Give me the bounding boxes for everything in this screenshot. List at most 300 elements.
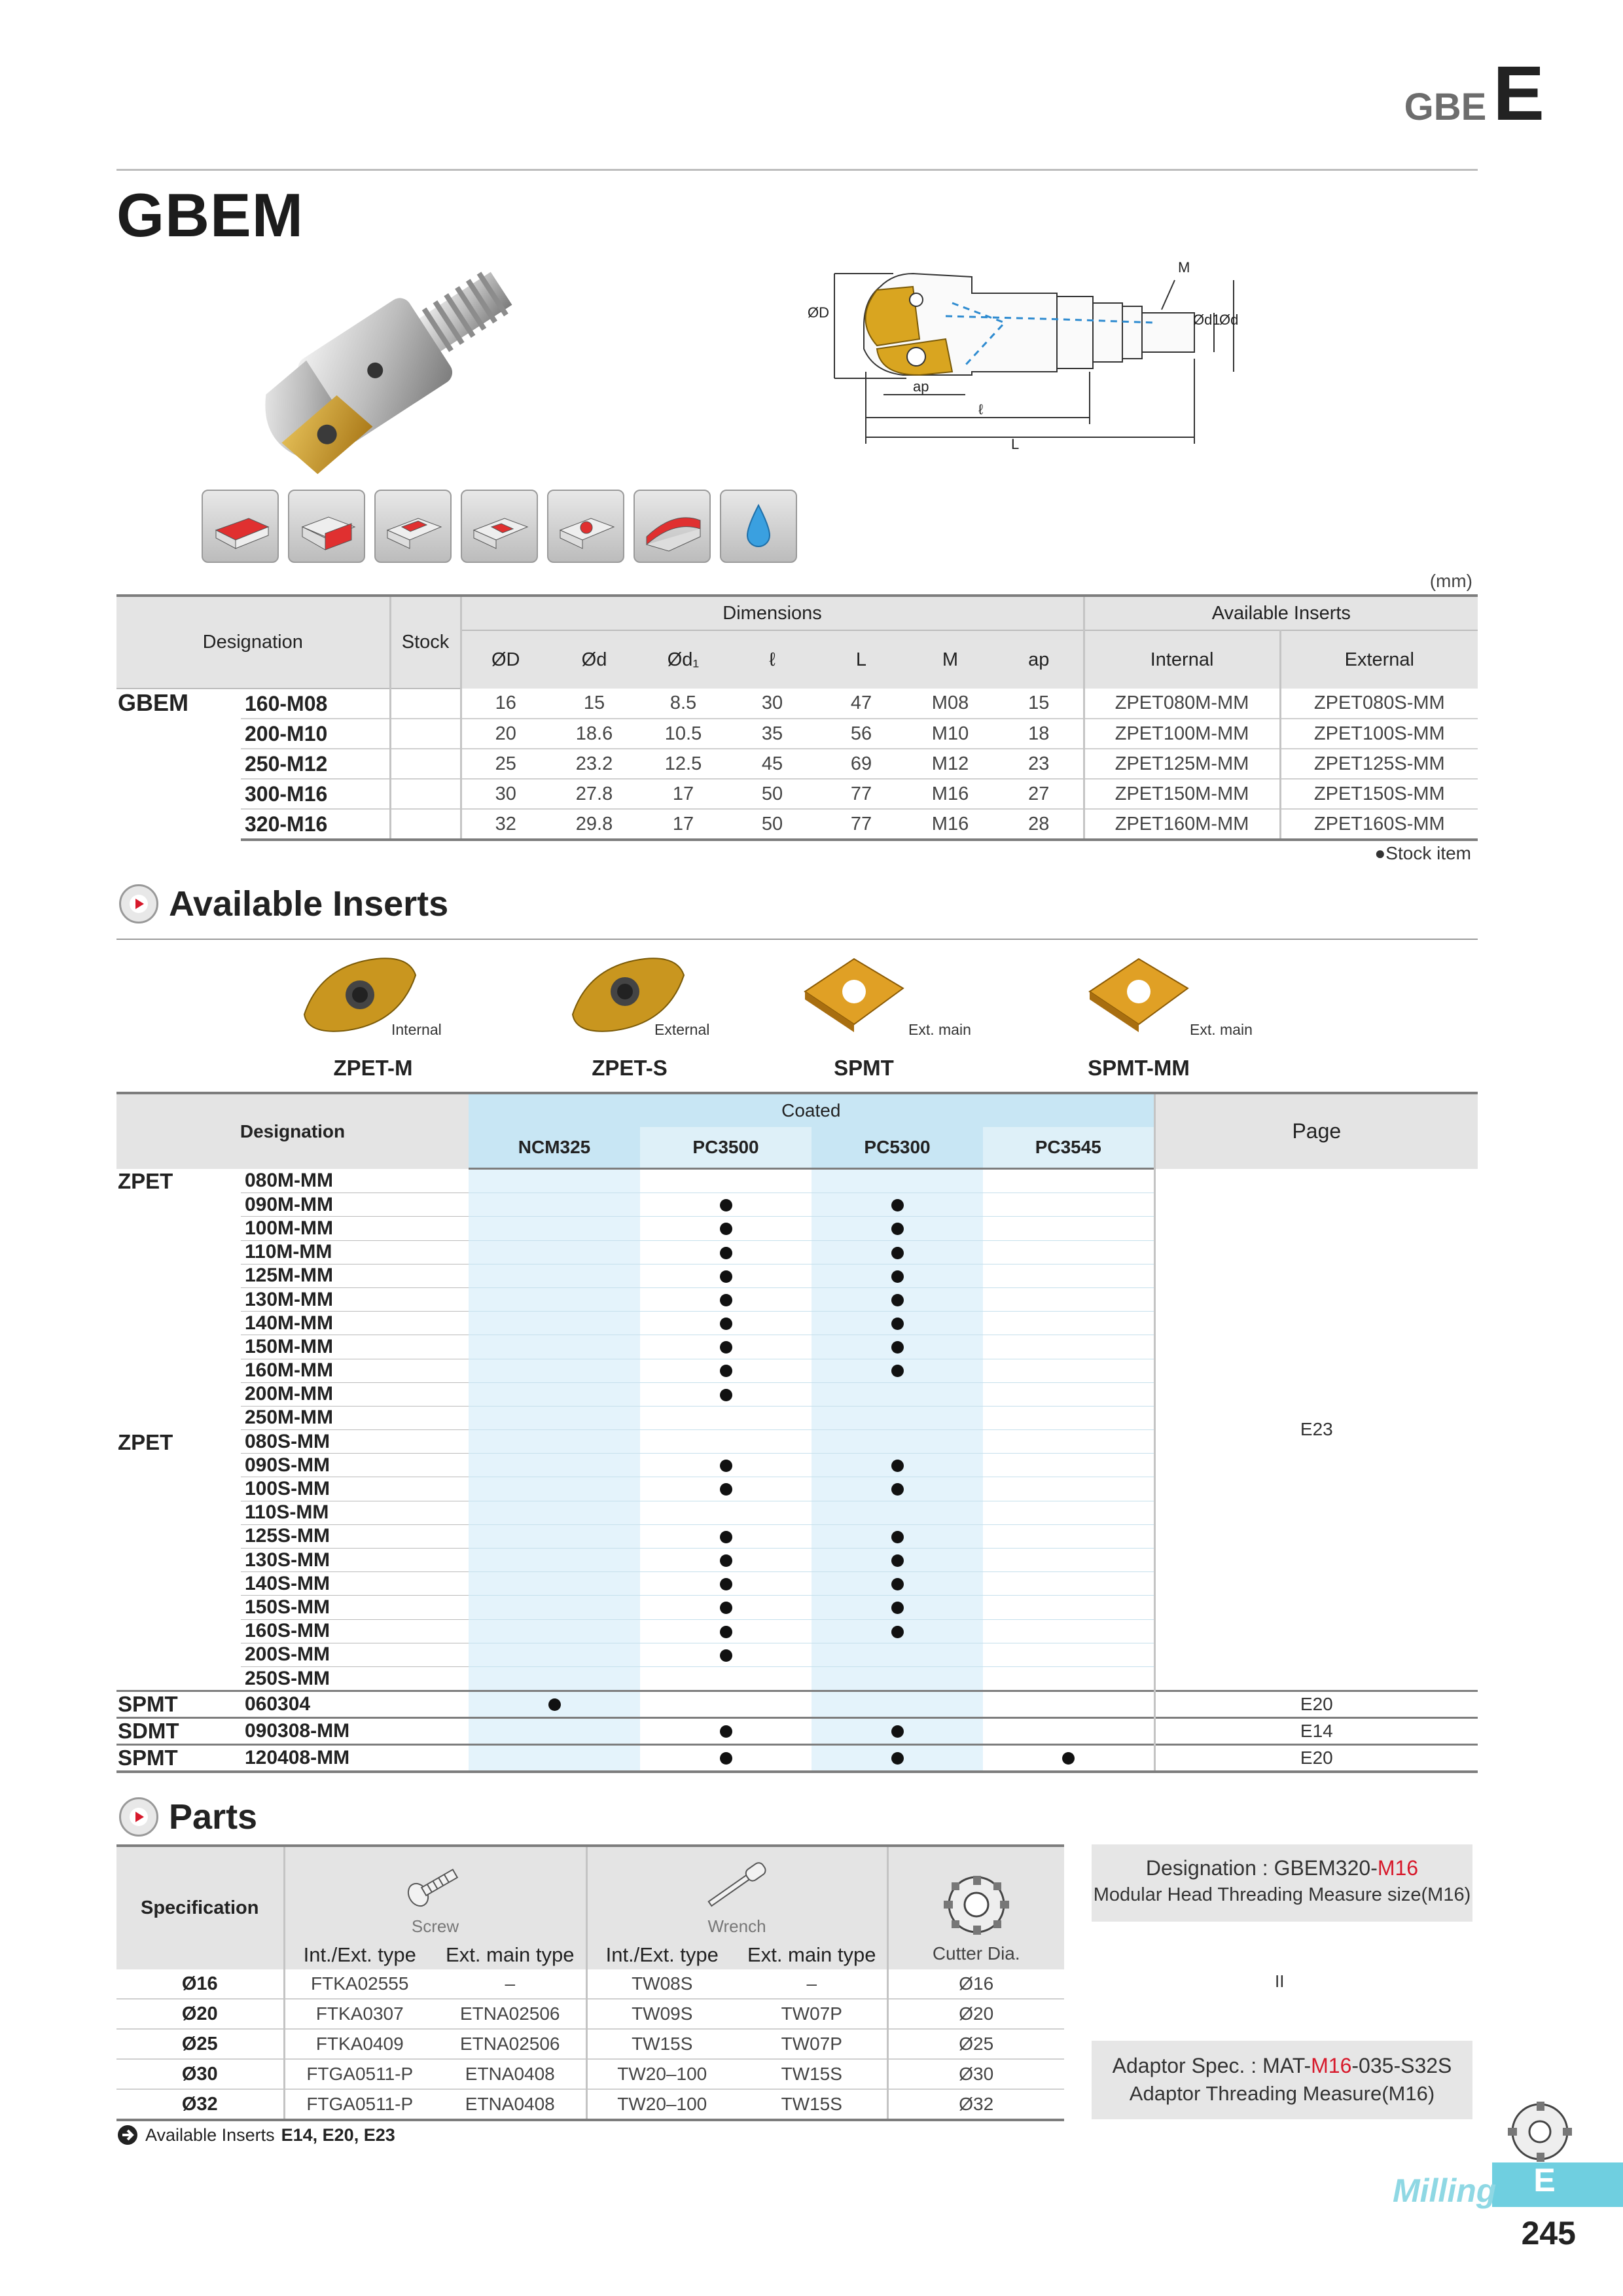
cutter-dia-header: [887, 1846, 1064, 1969]
cell-external: ZPET160S-MM: [1280, 809, 1478, 840]
grade-cell-1: [640, 1193, 812, 1217]
grade-cell-2: [812, 1169, 983, 1193]
coolant-icon: [720, 490, 797, 563]
cell-M: M16: [906, 779, 995, 809]
parts-spec: Ø32: [116, 2089, 284, 2120]
page-number: 245: [1521, 2215, 1576, 2251]
designation-code: 150M-MM: [241, 1335, 469, 1359]
stock-dot: [1062, 1752, 1075, 1765]
designation-code: 250S-MM: [241, 1666, 469, 1691]
designation-code: 130M-MM: [241, 1287, 469, 1311]
designation-code: 080M-MM: [241, 1169, 469, 1193]
cell-d: 29.8: [550, 809, 639, 840]
stock-dot: [891, 1554, 904, 1567]
grade-cell-0: [469, 1549, 640, 1572]
grade-cell-3: [983, 1382, 1154, 1406]
wrench-ext-main-header: Ext. main type: [737, 1941, 887, 1969]
coated-header: Coated: [469, 1093, 1154, 1127]
grade-row: [116, 1745, 1478, 1772]
dim-d1-label: Ød1: [1193, 312, 1221, 328]
cutter-icon: [937, 1873, 1016, 1939]
cell-D: 25: [461, 749, 550, 779]
stock-dot: [891, 1578, 904, 1590]
stock-dot: [720, 1725, 732, 1738]
grade-cell-0: [469, 1501, 640, 1524]
cell-d1: 17: [639, 779, 728, 809]
cell-D: 16: [461, 689, 550, 719]
grade-cell-1: [640, 1454, 812, 1477]
stock-dot: [720, 1554, 732, 1567]
grade-cell-0: [469, 1169, 640, 1193]
stock-cell: [390, 749, 461, 779]
grade-cell-2: [812, 1619, 983, 1643]
dimension-row: [116, 719, 1478, 749]
adaptor-highlight: M16: [1311, 2054, 1352, 2077]
designation-box: [1092, 1844, 1472, 1922]
stock-dot: [720, 1531, 732, 1543]
cell-ap: 23: [995, 749, 1084, 779]
grade-cell-1: [640, 1359, 812, 1382]
designation-code: 200M-MM: [241, 1382, 469, 1406]
grade-cell-0: [469, 1406, 640, 1429]
cell-ap: 15: [995, 689, 1084, 719]
family-label: SPMT: [116, 1691, 241, 1718]
designation-header: Designation: [116, 1093, 469, 1169]
grade-cell-1: [640, 1524, 812, 1548]
parts-screw_int: FTKA0307: [284, 1999, 435, 2029]
cell-d: 23.2: [550, 749, 639, 779]
parts-dia: Ø16: [887, 1969, 1064, 1999]
insert-label: Internal: [391, 1021, 442, 1038]
grade-cell-3: [983, 1217, 1154, 1240]
grade-cell-0: [469, 1619, 640, 1643]
unit-note: (mm): [1429, 571, 1472, 591]
grade-cell-1: [640, 1666, 812, 1691]
designation-code: 300-M16: [241, 779, 390, 809]
stock-note: ●Stock item: [1374, 843, 1471, 863]
parts-dia: Ø20: [887, 1999, 1064, 2029]
designation-highlight: M16: [1377, 1856, 1419, 1880]
cell-M: M08: [906, 689, 995, 719]
grade-cell-3: [983, 1430, 1154, 1454]
cell-d1: 10.5: [639, 719, 728, 749]
grade-cell-0: [469, 1287, 640, 1311]
parts-screw_int: FTGA0511-P: [284, 2089, 435, 2120]
designation-code: 200S-MM: [241, 1643, 469, 1666]
grade-cell-1: [640, 1596, 812, 1619]
dimensions-header: Dimensions: [461, 596, 1084, 630]
parts-wrench_int: TW15S: [586, 2029, 737, 2059]
ramping-icon: [547, 490, 624, 563]
grade-cell-0: [469, 1217, 640, 1240]
parts-wrench_ext: TW07P: [737, 2029, 887, 2059]
grade-cell-0: [469, 1572, 640, 1596]
dimension-row: [116, 689, 1478, 719]
grade-cell-2: [812, 1549, 983, 1572]
stock-dot: [891, 1483, 904, 1496]
parts-spec: Ø25: [116, 2029, 284, 2059]
page-ref: E20: [1154, 1691, 1478, 1718]
stock-dot: [720, 1460, 732, 1472]
cell-internal: ZPET160M-MM: [1084, 809, 1280, 840]
technical-drawing: [808, 241, 1260, 470]
stock-cell: [390, 689, 461, 719]
col-l: ℓ: [728, 630, 817, 689]
grade-cell-1: [640, 1718, 812, 1745]
stock-cell: [390, 809, 461, 840]
family-label: SPMT: [116, 1745, 241, 1772]
designation-code: 110M-MM: [241, 1240, 469, 1264]
header-rule: [116, 169, 1478, 171]
grade-cell-0: [469, 1359, 640, 1382]
parts-row: [116, 2029, 1064, 2059]
cell-internal: ZPET100M-MM: [1084, 719, 1280, 749]
grade-cell-3: [983, 1169, 1154, 1193]
parts-screw_ext: ETNA02506: [435, 2029, 586, 2059]
grade-cell-3: [983, 1359, 1154, 1382]
grade-cell-1: [640, 1406, 812, 1429]
grade-cell-1: [640, 1477, 812, 1501]
cell-L: 56: [817, 719, 906, 749]
grade-cell-2: [812, 1430, 983, 1454]
insert-spmt-mm-image: [1083, 952, 1194, 1037]
grade-cell-1: [640, 1264, 812, 1287]
grade-cell-3: [983, 1524, 1154, 1548]
grade-cell-1: [640, 1312, 812, 1335]
grade-cell-2: [812, 1335, 983, 1359]
grade-cell-1: [640, 1430, 812, 1454]
grade-pc5300: PC5300: [812, 1127, 983, 1169]
insert-label: Ext. main: [1190, 1021, 1253, 1038]
equals-sign: II: [1275, 1971, 1285, 1991]
designation-prefix: Designation : GBEM320-: [1145, 1856, 1378, 1880]
stock-dot: [720, 1389, 732, 1401]
insert-name: SPMT: [834, 1056, 894, 1080]
stock-dot: [720, 1223, 732, 1235]
grade-row: [116, 1691, 1478, 1718]
section-rule: [116, 939, 1478, 940]
col-M: M: [906, 630, 995, 689]
available-inserts-header: Available Inserts: [1084, 596, 1478, 630]
stock-cell: [390, 779, 461, 809]
grade-cell-0: [469, 1666, 640, 1691]
designation-code: 130S-MM: [241, 1549, 469, 1572]
cell-L: 77: [817, 779, 906, 809]
designation-code: 200-M10: [241, 719, 390, 749]
grade-cell-2: [812, 1454, 983, 1477]
pocketing-icon: [461, 490, 538, 563]
grade-cell-0: [469, 1264, 640, 1287]
parts-screw_ext: ETNA02506: [435, 1999, 586, 2029]
dim-M-label: M: [1178, 259, 1190, 276]
grade-cell-2: [812, 1691, 983, 1718]
grade-cell-2: [812, 1240, 983, 1264]
designation-code: 090S-MM: [241, 1454, 469, 1477]
stock-cell: [390, 719, 461, 749]
wrench-label: Wrench: [707, 1916, 766, 1936]
stock-dot: [720, 1341, 732, 1354]
section-label: GBE: [1404, 86, 1487, 128]
grade-cell-2: [812, 1264, 983, 1287]
grade-cell-0: [469, 1430, 640, 1454]
dim-d-label: Ød: [1219, 312, 1239, 328]
grade-cell-3: [983, 1287, 1154, 1311]
screw-header: [284, 1846, 586, 1941]
col-D: ØD: [461, 630, 550, 689]
cell-l: 50: [728, 779, 817, 809]
grade-cell-3: [983, 1406, 1154, 1429]
section-title: Parts: [169, 1797, 258, 1837]
cell-external: ZPET080S-MM: [1280, 689, 1478, 719]
grade-cell-2: [812, 1287, 983, 1311]
page-header: Page: [1154, 1093, 1478, 1169]
designation-header: Designation: [116, 596, 390, 689]
parts-row: [116, 2059, 1064, 2089]
grade-cell-3: [983, 1335, 1154, 1359]
screw-icon: [396, 1859, 474, 1911]
grade-cell-0: [469, 1382, 640, 1406]
insert-spmt-image: [798, 952, 910, 1037]
family-label: ZPET: [118, 1168, 173, 1193]
grade-cell-1: [640, 1240, 812, 1264]
designation-code: 150S-MM: [241, 1596, 469, 1619]
parts-wrench_ext: TW07P: [737, 1999, 887, 2029]
dim-L-label: L: [1011, 436, 1020, 452]
dim-D-label: ØD: [808, 304, 829, 321]
grade-cell-0: [469, 1312, 640, 1335]
stock-header: Stock: [390, 596, 461, 689]
page-title: GBEM: [116, 181, 304, 249]
stock-dot: [720, 1318, 732, 1330]
parts-table: [116, 1844, 1064, 2121]
parts-spec: Ø16: [116, 1969, 284, 1999]
insert-name: ZPET-S: [592, 1056, 668, 1080]
grade-cell-1: [640, 1745, 812, 1772]
designation-code: 250M-MM: [241, 1406, 469, 1429]
parts-footnote: [116, 2124, 395, 2146]
family-label: ZPET: [118, 1429, 173, 1454]
parts-wrench_ext: TW15S: [737, 2089, 887, 2120]
grade-cell-3: [983, 1264, 1154, 1287]
family-label: SDMT: [116, 1718, 241, 1745]
screw-ext-main-header: Ext. main type: [435, 1941, 586, 1969]
grade-cell-1: [640, 1501, 812, 1524]
dim-l-label: ℓ: [978, 401, 984, 418]
insert-label: External: [654, 1021, 710, 1038]
grade-cell-0: [469, 1477, 640, 1501]
grade-cell-3: [983, 1718, 1154, 1745]
parts-row: [116, 1999, 1064, 2029]
section-header: [1404, 49, 1544, 138]
col-internal: Internal: [1084, 630, 1280, 689]
stock-dot: [720, 1752, 732, 1765]
grade-cell-2: [812, 1477, 983, 1501]
specification-header: Specification: [116, 1846, 284, 1969]
cell-internal: ZPET125M-MM: [1084, 749, 1280, 779]
adaptor-line2: Adaptor Threading Measure(M16): [1129, 2082, 1435, 2105]
stock-dot: [891, 1341, 904, 1354]
parts-wrench_int: TW08S: [586, 1969, 737, 1999]
stock-dot: [891, 1602, 904, 1614]
section-letter: E: [1493, 50, 1544, 137]
milling-section-letter: E: [1533, 2162, 1556, 2198]
designation-code: 080S-MM: [241, 1430, 469, 1454]
cell-l: 35: [728, 719, 817, 749]
designation-code: 100M-MM: [241, 1217, 469, 1240]
col-L: L: [817, 630, 906, 689]
parts-screw_int: FTGA0511-P: [284, 2059, 435, 2089]
cell-M: M16: [906, 809, 995, 840]
stock-dot: [891, 1531, 904, 1543]
footnote-pages: E14, E20, E23: [281, 2125, 395, 2145]
parts-dia: Ø25: [887, 2029, 1064, 2059]
cell-internal: ZPET080M-MM: [1084, 689, 1280, 719]
stock-dot: [720, 1199, 732, 1211]
arrow-icon: [116, 2124, 139, 2146]
grade-cell-3: [983, 1312, 1154, 1335]
parts-screw_int: FTKA02555: [284, 1969, 435, 1999]
grade-cell-3: [983, 1666, 1154, 1691]
grade-cell-1: [640, 1643, 812, 1666]
parts-wrench_int: TW20–100: [586, 2059, 737, 2089]
designation-code: 100S-MM: [241, 1477, 469, 1501]
grade-cell-2: [812, 1718, 983, 1745]
grade-cell-2: [812, 1217, 983, 1240]
cell-ap: 18: [995, 719, 1084, 749]
wrench-int-ext-header: Int./Ext. type: [586, 1941, 737, 1969]
col-ap: ap: [995, 630, 1084, 689]
designation-code: 140S-MM: [241, 1572, 469, 1596]
cell-L: 69: [817, 749, 906, 779]
parts-wrench_ext: –: [737, 1969, 887, 1999]
stock-dot: [720, 1365, 732, 1377]
dim-ap-label: ap: [913, 378, 929, 395]
play-icon: [119, 884, 158, 924]
grade-cell-3: [983, 1745, 1154, 1772]
grade-cell-0: [469, 1193, 640, 1217]
profiling-icon: [633, 490, 711, 563]
grade-cell-3: [983, 1477, 1154, 1501]
stock-dot: [720, 1483, 732, 1496]
section-title: Available Inserts: [169, 884, 449, 924]
cell-d1: 17: [639, 809, 728, 840]
cell-D: 32: [461, 809, 550, 840]
adaptor-suffix: -035-S32S: [1351, 2054, 1452, 2077]
grade-cell-3: [983, 1643, 1154, 1666]
cell-d: 27.8: [550, 779, 639, 809]
grade-cell-1: [640, 1619, 812, 1643]
grade-cell-2: [812, 1666, 983, 1691]
designation-code: 110S-MM: [241, 1501, 469, 1524]
designation-code: 250-M12: [241, 749, 390, 779]
stock-dot: [891, 1270, 904, 1283]
grade-cell-0: [469, 1335, 640, 1359]
grade-cell-1: [640, 1169, 812, 1193]
stock-dot: [891, 1365, 904, 1377]
designation-code: 160M-MM: [241, 1359, 469, 1382]
designation-code: 090308-MM: [241, 1718, 469, 1745]
grade-cell-2: [812, 1312, 983, 1335]
grade-cell-2: [812, 1524, 983, 1548]
designation-code: 120408-MM: [241, 1745, 469, 1772]
designation-code: 320-M16: [241, 809, 390, 840]
cell-external: ZPET100S-MM: [1280, 719, 1478, 749]
cell-M: M12: [906, 749, 995, 779]
parts-screw_int: FTKA0409: [284, 2029, 435, 2059]
cell-ap: 28: [995, 809, 1084, 840]
shoulder-milling-icon: [288, 490, 365, 563]
insert-gallery: [0, 952, 1623, 1083]
col-external: External: [1280, 630, 1478, 689]
stock-dot: [720, 1294, 732, 1306]
available-inserts-heading: [119, 884, 448, 924]
application-icons: [202, 490, 797, 563]
grade-cell-1: [640, 1691, 812, 1718]
wrench-header: [586, 1846, 887, 1941]
cell-L: 47: [817, 689, 906, 719]
dimension-row: [116, 779, 1478, 809]
parts-wrench_int: TW20–100: [586, 2089, 737, 2120]
parts-spec: Ø20: [116, 1999, 284, 2029]
designation-line2: Modular Head Threading Measure size(M16): [1093, 1884, 1471, 1905]
grade-cell-3: [983, 1193, 1154, 1217]
screw-int-ext-header: Int./Ext. type: [284, 1941, 435, 1969]
cell-ap: 27: [995, 779, 1084, 809]
cell-d: 18.6: [550, 719, 639, 749]
designation-code: 090M-MM: [241, 1193, 469, 1217]
product-image: [229, 252, 543, 475]
grade-cell-0: [469, 1643, 640, 1666]
grade-cell-1: [640, 1287, 812, 1311]
parts-row: [116, 1969, 1064, 1999]
grade-cell-2: [812, 1193, 983, 1217]
stock-dot: [720, 1602, 732, 1614]
designation-code: 140M-MM: [241, 1312, 469, 1335]
footnote-label: Available Inserts: [145, 2125, 275, 2145]
grade-cell-0: [469, 1745, 640, 1772]
grade-row: [116, 1718, 1478, 1745]
stock-dot: [891, 1199, 904, 1211]
grade-cell-0: [469, 1454, 640, 1477]
grade-cell-3: [983, 1501, 1154, 1524]
grade-cell-3: [983, 1596, 1154, 1619]
dimensions-table: [116, 594, 1478, 841]
cell-D: 30: [461, 779, 550, 809]
grade-cell-2: [812, 1359, 983, 1382]
parts-wrench_ext: TW15S: [737, 2059, 887, 2089]
col-d1: Ød₁: [639, 630, 728, 689]
grade-cell-2: [812, 1406, 983, 1429]
stock-dot: [891, 1626, 904, 1638]
adaptor-box: [1092, 2041, 1472, 2119]
screw-label: Screw: [411, 1916, 459, 1936]
designation-code: 060304: [241, 1691, 469, 1718]
cell-l: 45: [728, 749, 817, 779]
parts-screw_ext: ETNA0408: [435, 2059, 586, 2089]
milling-cutter-icon: [1504, 2098, 1576, 2163]
stock-dot: [891, 1294, 904, 1306]
designation-code: 160-M08: [241, 689, 390, 719]
grade-cell-0: [469, 1691, 640, 1718]
dimension-row: [116, 809, 1478, 840]
grade-pc3500: PC3500: [640, 1127, 812, 1169]
parts-wrench_int: TW09S: [586, 1999, 737, 2029]
grade-cell-1: [640, 1549, 812, 1572]
grade-cell-2: [812, 1596, 983, 1619]
page-ref: E14: [1154, 1718, 1478, 1745]
stock-dot: [891, 1752, 904, 1765]
grade-ncm325: NCM325: [469, 1127, 640, 1169]
